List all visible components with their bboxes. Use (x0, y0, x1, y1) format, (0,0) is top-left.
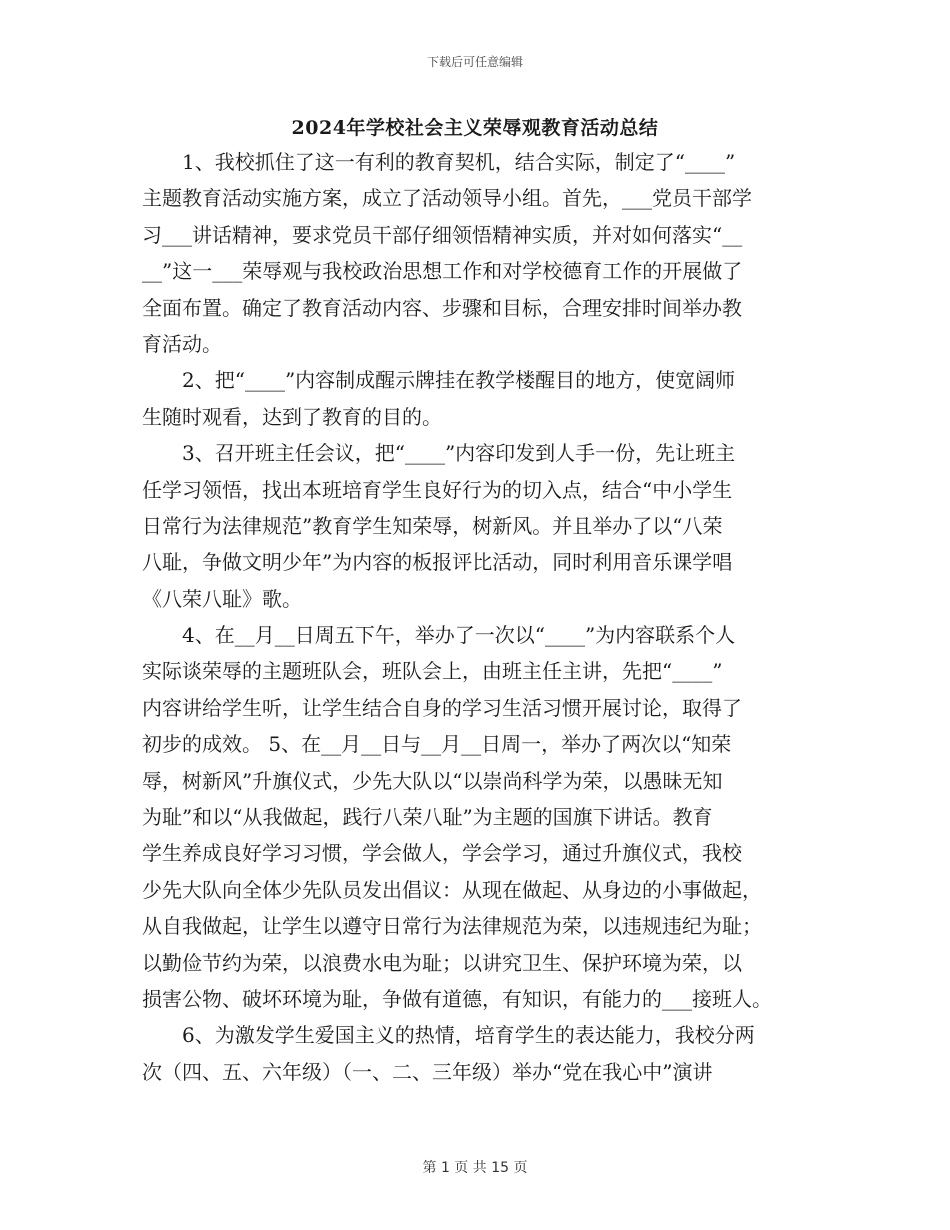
paragraph-4-line-8: 少先大队向全体少先队员发出倡议：从现在做起、从身边的小事做起， (142, 877, 762, 902)
paragraph-1-line-5: 全面布置。确定了教育活动内容、步骤和目标，合理安排时间举办教 (142, 295, 742, 320)
document-body (142, 144, 822, 1090)
paragraph-3-line-2: 任学习领悟，找出本班培育学生良好行为的切入点，结合“中小学生 (142, 477, 733, 502)
paragraph-1-line-1: 1、我校抓住了这一有利的教育契机，结合实际，制定了“____” (182, 150, 736, 174)
paragraph-4-line-10: 以勤俭节约为荣，以浪费水电为耻；以讲究卫生、保护环境为荣，以 (142, 950, 742, 975)
paragraph-4-line-4: 初步的成效。 5、在__月__日与__月__日周一，举办了两次以“知荣 (142, 732, 732, 757)
paragraph-3-line-3: 日常行为法律规范”教育学生知荣辱，树新风。并且举办了以“八荣 (142, 513, 723, 538)
paragraph-2-line-2: 生随时观看，达到了教育的目的。 (142, 404, 442, 429)
document-title: 2024年学校社会主义荣辱观教育活动总结 (291, 117, 659, 139)
paragraph-1-line-4: __”这一___荣辱观与我校政治思想工作和对学校德育工作的开展做了 (142, 259, 743, 284)
paragraph-3-line-1: 3、召开班主任会议，把“____”内容印发到人手一份，先让班主 (182, 441, 736, 466)
paragraph-3-line-5: 《八荣八耻》歌。 (142, 586, 302, 611)
page-header-note: 下载后可任意编辑 (426, 55, 523, 69)
paragraph-4-line-1: 4、在__月__日周五下午，举办了一次以“____”为内容联系个人 (182, 623, 736, 648)
paragraph-6-line-2: 次（四、五、六年级）（一、二、三年级）举办“党在我心中”演讲 (142, 1059, 713, 1084)
paragraph-3-line-4: 八耻，争做文明少年”为内容的板报评比活动，同时利用音乐课学唱 (142, 550, 733, 575)
paragraph-4-line-3: 内容讲给学生听，让学生结合自身的学习生活习惯开展讨论，取得了 (142, 695, 742, 720)
paragraph-4-line-2: 实际谈荣辱的主题班队会，班队会上，由班主任主讲，先把“____” (142, 659, 723, 684)
paragraph-1-line-3: 习___讲话精神，要求党员干部仔细领悟精神实质，并对如何落实“__ (142, 222, 743, 247)
paragraph-2-line-1: 2、把“____”内容制成醒示牌挂在教学楼醒目的地方，使宽阔师 (182, 368, 736, 393)
paragraph-4-line-5: 辱，树新风”升旗仪式，少先大队以“以崇尚科学为荣，以愚昧无知 (142, 768, 723, 793)
paragraph-4-line-11: 损害公物、破坏环境为耻，争做有道德，有知识，有能力的___接班人。 (142, 986, 772, 1011)
paragraph-1-line-6: 育活动。 (142, 331, 222, 356)
paragraph-1-line-2: 主题教育活动实施方案，成立了活动领导小组。首先，___党员干部学 (142, 186, 752, 211)
paragraph-4-line-9: 从自我做起，让学生以遵守日常行为法律规范为荣，以违规违纪为耻； (142, 914, 762, 939)
paragraph-6-line-1: 6、为激发学生爱国主义的热情，培育学生的表达能力，我校分两 (182, 1023, 755, 1048)
paragraph-4-line-6: 为耻”和以“从我做起，践行八荣八耻”为主题的国旗下讲话。教育 (142, 805, 713, 830)
paragraph-4-line-7: 学生养成良好学习习惯，学会做人，学会学习，通过升旗仪式，我校 (142, 841, 742, 866)
page-number: 第 1 页 共 15 页 (422, 1160, 528, 1176)
